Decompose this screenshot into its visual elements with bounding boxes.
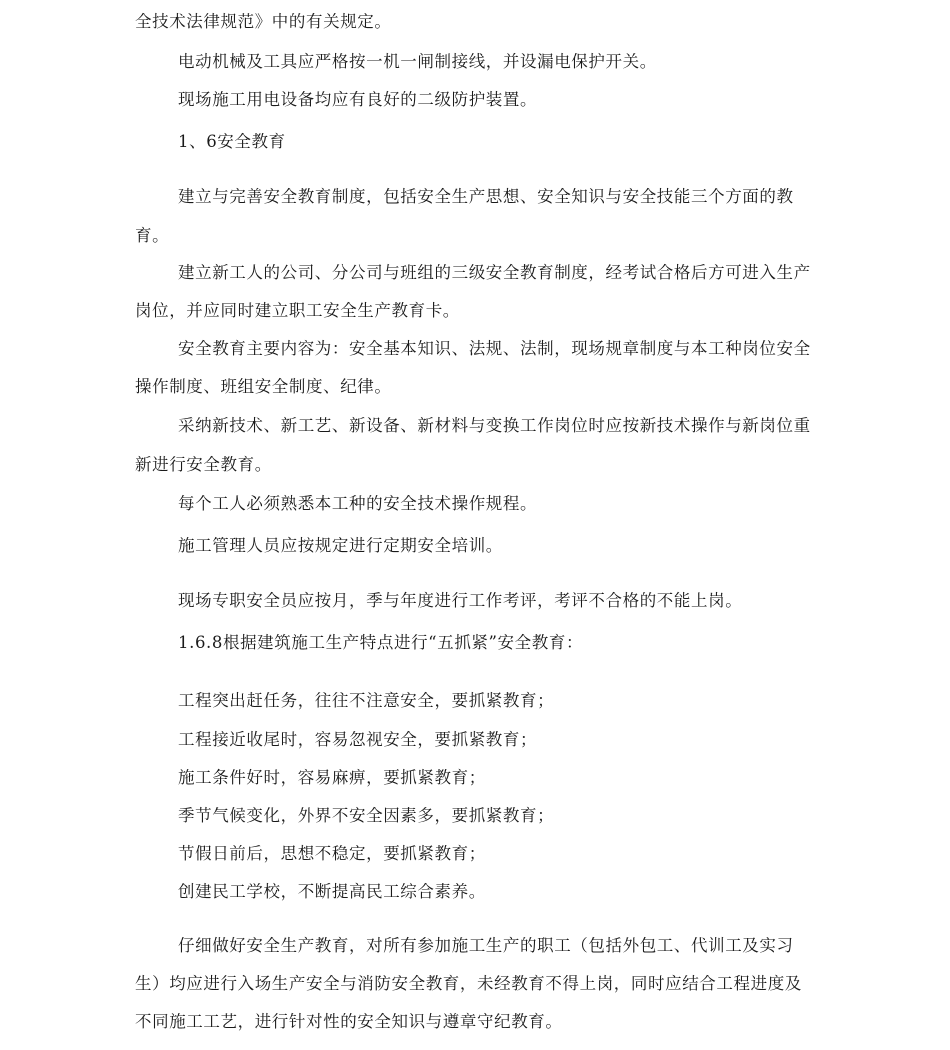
text-line: 新进行安全教育。 bbox=[135, 455, 272, 474]
text-line: 生）均应进行入场生产安全与消防安全教育，未经教育不得上岗，同时应结合工程进度及 bbox=[135, 974, 802, 993]
text-line: 电动机械及工具应严格按一机一闸制接线，并设漏电保护开关。 bbox=[178, 52, 657, 71]
text-line: 建立与完善安全教育制度，包括安全生产思想、安全知识与安全技能三个方面的教 bbox=[178, 187, 794, 206]
text-line: 不同施工工艺，进行针对性的安全知识与遵章守纪教育。 bbox=[135, 1012, 563, 1031]
text-line: 仔细做好安全生产教育，对所有参加施工生产的职工（包括外包工、代训工及实习 bbox=[178, 936, 794, 955]
text-line: 现场施工用电设备均应有良好的二级防护装置。 bbox=[178, 90, 538, 109]
text-line: 岗位，并应同时建立职工安全生产教育卡。 bbox=[135, 301, 460, 320]
list-item: 节假日前后，思想不稳定，要抓紧教育； bbox=[178, 844, 486, 863]
list-item: 季节气候变化，外界不安全因素多，要抓紧教育； bbox=[178, 806, 555, 825]
text-line: 全技术法律规范》中的有关规定。 bbox=[135, 12, 392, 31]
list-item: 创建民工学校，不断提高民工综合素养。 bbox=[178, 882, 486, 901]
text-line: 施工管理人员应按规定进行定期安全培训。 bbox=[178, 536, 503, 555]
text-line: 育。 bbox=[135, 226, 170, 245]
text-line: 每个工人必须熟悉本工种的安全技术操作规程。 bbox=[178, 494, 538, 513]
list-item: 工程突出赶任务，往往不注意安全，要抓紧教育； bbox=[178, 691, 555, 710]
text-line: 现场专职安全员应按月，季与年度进行工作考评，考评不合格的不能上岗。 bbox=[178, 591, 743, 610]
section-heading: 1.6.8根据建筑施工生产特点进行“五抓紧”安全教育： bbox=[178, 633, 584, 652]
text-line: 操作制度、班组安全制度、纪律。 bbox=[135, 377, 392, 396]
list-item: 工程接近收尾时，容易忽视安全，要抓紧教育； bbox=[178, 730, 538, 749]
list-item: 施工条件好时，容易麻痹，要抓紧教育； bbox=[178, 768, 486, 787]
section-heading: 1、6安全教育 bbox=[178, 132, 286, 151]
text-line: 建立新工人的公司、分公司与班组的三级安全教育制度，经考试合格后方可进入生产 bbox=[178, 263, 811, 282]
text-line: 安全教育主要内容为：安全基本知识、法规、法制，现场规章制度与本工种岗位安全 bbox=[178, 339, 811, 358]
text-line: 采纳新技术、新工艺、新设备、新材料与变换工作岗位时应按新技术操作与新岗位重 bbox=[178, 416, 811, 435]
